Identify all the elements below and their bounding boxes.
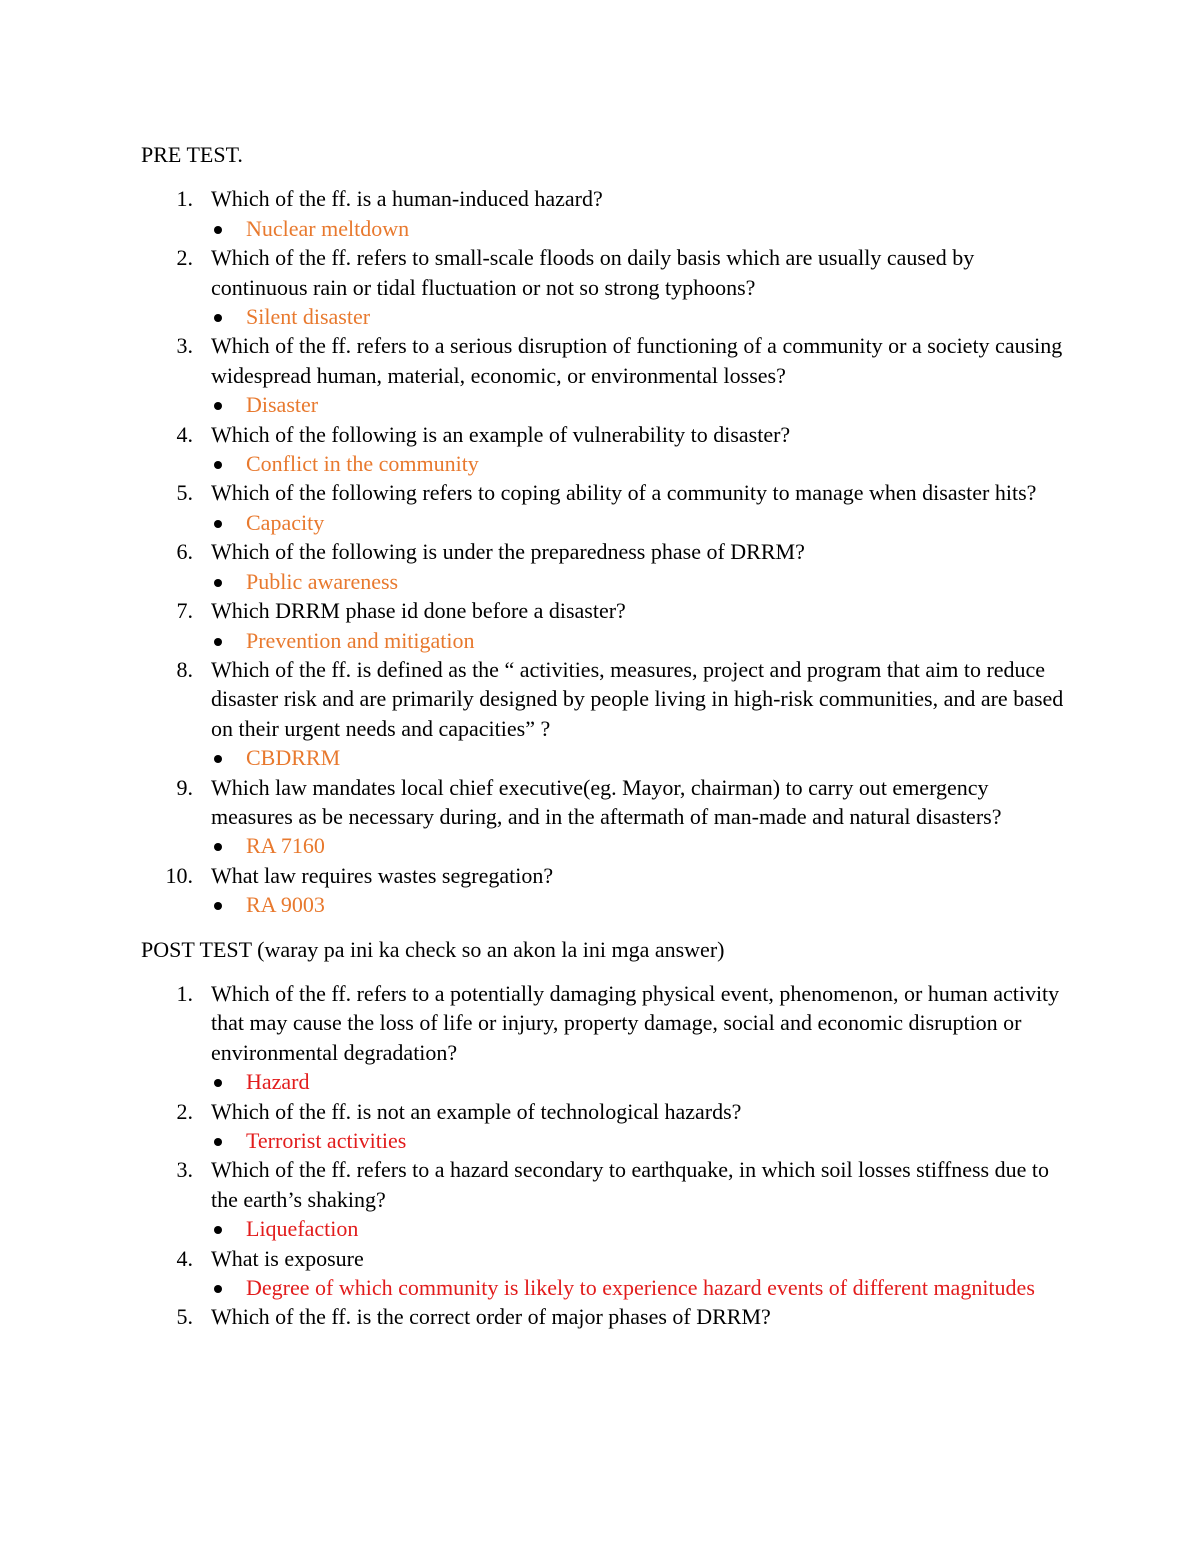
answer-item: Prevention and mitigation xyxy=(211,626,1071,655)
pre-test-question xyxy=(141,331,1071,419)
answer-item: Conflict in the community xyxy=(211,449,1071,478)
answer-item: Capacity xyxy=(211,508,1071,537)
pre-test-question xyxy=(141,861,1071,920)
question-number: 1. xyxy=(176,980,193,1006)
answer-list xyxy=(211,831,1071,860)
question-text: Which of the ff. is defined as the “ activities, measures, project and program that aim to reduce disaster risk and are primarily designed by people living in high-risk communities, and are based on their urgent needs and capacities” ? xyxy=(211,656,1064,741)
question-number: 2. xyxy=(176,245,193,271)
question-number: 2. xyxy=(176,1098,193,1124)
answer-list xyxy=(211,1067,1071,1096)
answer-list xyxy=(211,1214,1071,1243)
answer-item: Nuclear meltdown xyxy=(211,214,1071,243)
question-text: Which of the ff. refers to a serious disruption of functioning of a community or a society causing widespread human, material, economic, or environmental losses? xyxy=(211,333,1063,388)
question-text: What is exposure xyxy=(211,1245,364,1271)
question-text: Which of the ff. is the correct order of major phases of DRRM? xyxy=(211,1304,771,1330)
question-text: Which of the following is under the preparedness phase of DRRM? xyxy=(211,539,805,565)
question-text: Which of the ff. is not an example of technological hazards? xyxy=(211,1098,742,1124)
question-text: What law requires wastes segregation? xyxy=(211,862,554,888)
answer-list xyxy=(211,890,1071,919)
question-text: Which of the ff. refers to a hazard secondary to earthquake, in which soil losses stiffness due to the earth’s shaking? xyxy=(211,1157,1049,1212)
answer-item: Degree of which community is likely to experience hazard events of different magnitudes xyxy=(211,1273,1071,1302)
question-text: Which of the following refers to coping ability of a community to manage when disaster hits? xyxy=(211,480,1037,506)
answer-item: Hazard xyxy=(211,1067,1071,1096)
question-text: Which DRRM phase id done before a disaster? xyxy=(211,598,626,624)
question-number: 10. xyxy=(165,862,193,888)
post-test-question xyxy=(141,1097,1071,1156)
answer-item: Disaster xyxy=(211,390,1071,419)
question-number: 7. xyxy=(176,598,193,624)
answer-list xyxy=(211,302,1071,331)
answer-item: Silent disaster xyxy=(211,302,1071,331)
answer-item: Public awareness xyxy=(211,567,1071,596)
pre-test-question xyxy=(141,773,1071,861)
question-text: Which law mandates local chief executive(eg. Mayor, chairman) to carry out emergency measures as be necessary during, and in the aftermath of man-made and natural disasters? xyxy=(211,774,1002,829)
pre-test-question xyxy=(141,596,1071,655)
document-content xyxy=(141,140,1071,1332)
question-number: 5. xyxy=(176,480,193,506)
answer-list xyxy=(211,1126,1071,1155)
pre-test-title: PRE TEST. xyxy=(141,142,243,167)
answer-item: Terrorist activities xyxy=(211,1126,1071,1155)
question-text: Which of the ff. refers to a potentially damaging physical event, phenomenon, or human activity that may cause the loss of life or injury, property damage, social and economic disruption or environmental degradation? xyxy=(211,980,1060,1065)
answer-list xyxy=(211,1273,1071,1302)
question-number: 5. xyxy=(176,1304,193,1330)
answer-list xyxy=(211,567,1071,596)
answer-item: RA 7160 xyxy=(211,831,1071,860)
pre-test-question xyxy=(141,537,1071,596)
post-test-question xyxy=(141,979,1071,1097)
question-number: 3. xyxy=(176,333,193,359)
pre-test-question xyxy=(141,243,1071,331)
answer-item: CBDRRM xyxy=(211,743,1071,772)
answer-list xyxy=(211,449,1071,478)
question-text: Which of the following is an example of vulnerability to disaster? xyxy=(211,421,791,447)
question-text: Which of the ff. is a human-induced hazard? xyxy=(211,186,603,212)
post-test-question xyxy=(141,1155,1071,1243)
pre-test-question-list xyxy=(141,184,1071,919)
question-text: Which of the ff. refers to small-scale floods on daily basis which are usually caused by continuous rain or tidal fluctuation or not so strong typhoons? xyxy=(211,245,975,300)
answer-item: RA 9003 xyxy=(211,890,1071,919)
pre-test-question xyxy=(141,478,1071,537)
pre-test-question xyxy=(141,184,1071,243)
question-number: 4. xyxy=(176,1245,193,1271)
answer-list xyxy=(211,508,1071,537)
post-test-question xyxy=(141,1244,1071,1303)
question-number: 1. xyxy=(176,186,193,212)
question-number: 3. xyxy=(176,1157,193,1183)
post-test-title: POST TEST (waray pa ini ka check so an akon la ini mga answer) xyxy=(141,936,725,962)
answer-list xyxy=(211,743,1071,772)
answer-list xyxy=(211,390,1071,419)
question-number: 6. xyxy=(176,539,193,565)
answer-list xyxy=(211,626,1071,655)
post-test-question xyxy=(141,1302,1071,1331)
pre-test-question xyxy=(141,420,1071,479)
question-number: 9. xyxy=(176,774,193,800)
post-test-question-list xyxy=(141,979,1071,1332)
answer-list xyxy=(211,214,1071,243)
question-number: 8. xyxy=(176,656,193,682)
pre-test-question xyxy=(141,655,1071,773)
question-number: 4. xyxy=(176,421,193,447)
answer-item: Liquefaction xyxy=(211,1214,1071,1243)
